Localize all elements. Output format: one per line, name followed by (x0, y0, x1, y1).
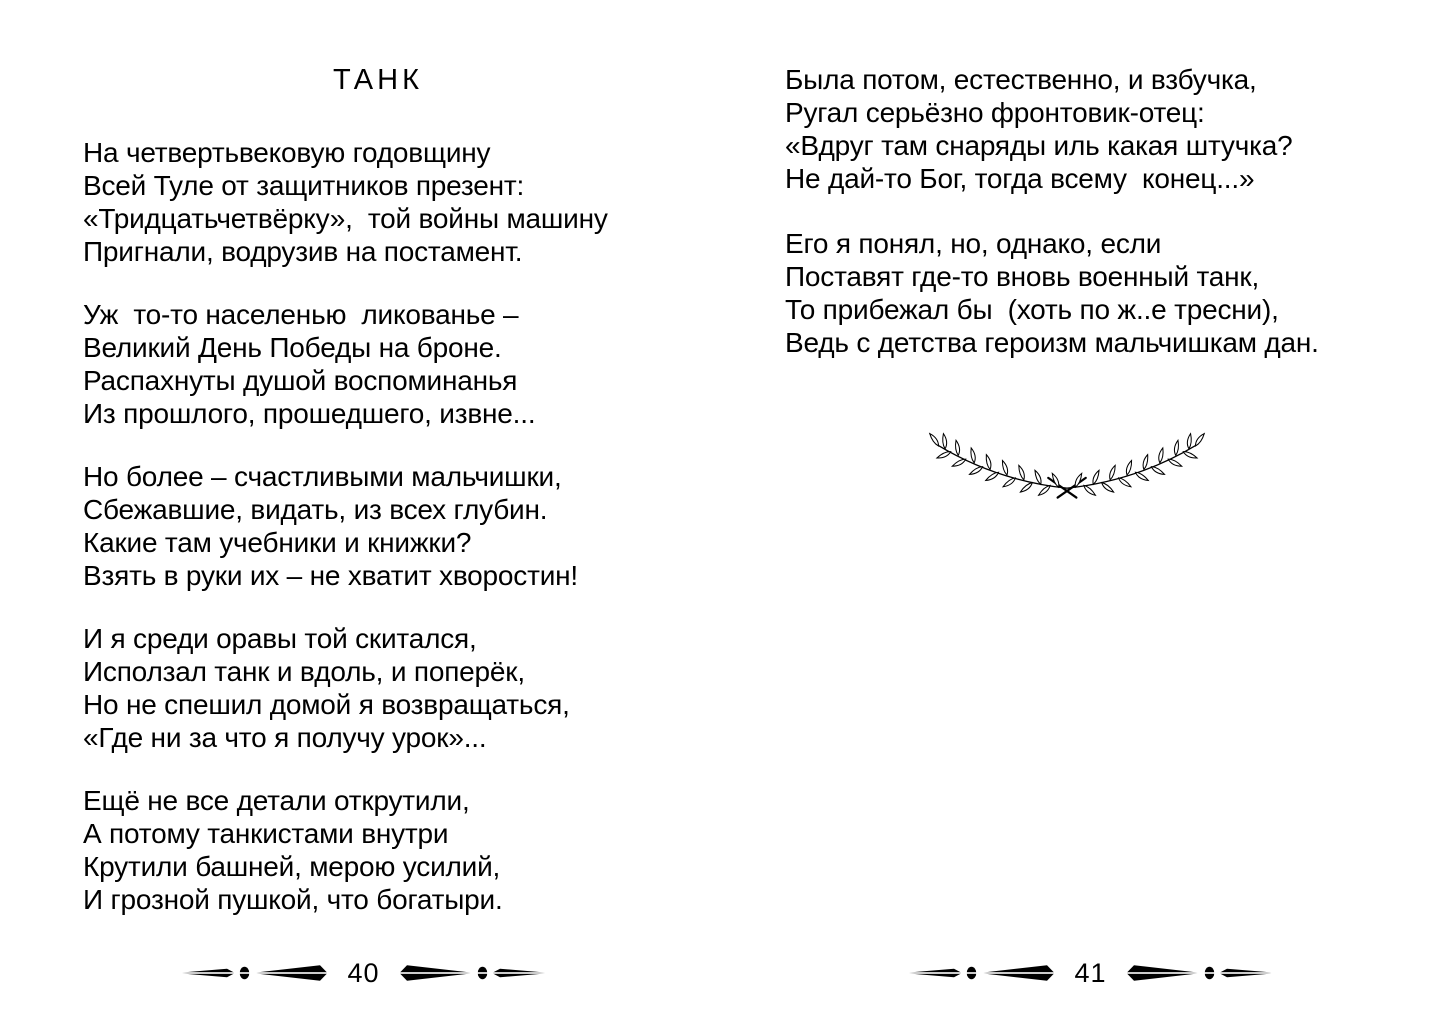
stanza-3 (83, 460, 683, 592)
poem-line: Ведь с детства героизм мальчишкам дан. (785, 327, 1319, 358)
poem-line: Всей Туле от защитников презент: (83, 170, 525, 201)
poem-line: Распахнуты душой воспоминанья (83, 365, 518, 396)
poem-line: Сбежавшие, видать, из всех глубин. (83, 494, 548, 525)
poem-line: «Где ни за что я получу урок»... (83, 722, 487, 753)
poem-line: Из прошлого, прошедшего, извне... (83, 398, 536, 429)
poem-line: Но более – счастливыми мальчишки, (83, 461, 562, 492)
stanza-1 (83, 136, 683, 268)
page-number: 41 (1074, 958, 1107, 988)
laurel-branches-ornament (917, 426, 1217, 511)
poem-line: Поставят где-то вновь военный танк, (785, 261, 1260, 292)
spear-divider-icon (1125, 960, 1280, 986)
poem-line: То прибежал бы (хоть по ж..е тресни), (785, 294, 1279, 325)
poem-text-block (785, 63, 1435, 359)
stanza-7 (785, 227, 1435, 359)
poem-line: Ещё не все детали открутили, (83, 785, 470, 816)
poem-line: А потому танкистами внутри (83, 818, 449, 849)
page-number: 40 (347, 958, 380, 988)
poem-line: Пригнали, водрузив на постамент. (83, 236, 523, 267)
poem-line: Великий День Победы на броне. (83, 332, 502, 363)
poem-line: «Вдруг там снаряды иль какая штучка? (785, 130, 1293, 161)
stanza-6 (785, 63, 1435, 195)
poem-line: На четвертьвековую годовщину (83, 137, 491, 168)
poem-line: Его я понял, но, однако, если (785, 228, 1162, 259)
spear-divider-icon (398, 960, 553, 986)
poem-line: Была потом, естественно, и взбучка, (785, 64, 1257, 95)
poem-line: И грозной пушкой, что богатыри. (83, 884, 503, 915)
poem-line: Взять в руки их – не хватит хворостин! (83, 560, 579, 591)
page-footer-left (0, 953, 727, 993)
page-footer-right (727, 953, 1454, 993)
page-41 (727, 0, 1454, 1029)
stanza-5 (83, 784, 683, 916)
poem-line: Но не спешил домой я возвращаться, (83, 689, 570, 720)
poem-line: Уж то-то населенью ликованье – (83, 299, 519, 330)
poem-line: «Тридцатьчетвёрку», той войны машину (83, 203, 608, 234)
poem-line: Исползал танк и вдоль, и поперёк, (83, 656, 525, 687)
poem-title: ТАНК (333, 64, 423, 96)
spear-divider-icon (174, 960, 329, 986)
stanza-2 (83, 298, 683, 430)
poem-line: Не дай-то Бог, тогда всему конец...» (785, 163, 1255, 194)
poem-text-block (83, 64, 683, 916)
poem-line: Какие там учебники и книжки? (83, 527, 472, 558)
poem-line: Крутили башней, мерою усилий, (83, 851, 501, 882)
spear-divider-icon (901, 960, 1056, 986)
poem-line: Ругал серьёзно фронтовик-отец: (785, 97, 1205, 128)
stanza-4 (83, 622, 683, 754)
poem-line: И я среди оравы той скитался, (83, 623, 477, 654)
